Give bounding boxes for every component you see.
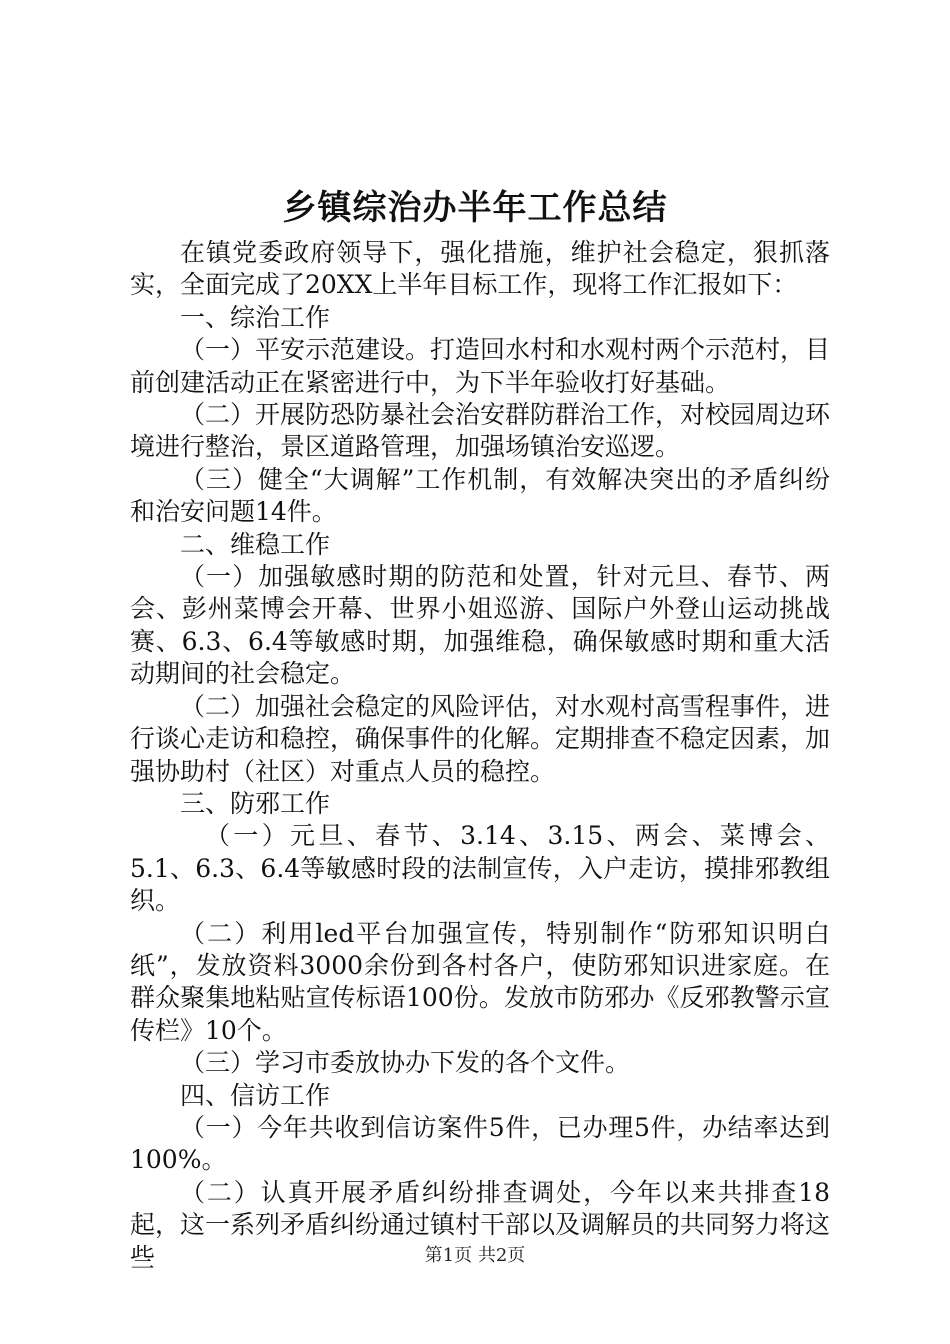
- body-paragraph: （一）元旦、春节、3.14、3.15、两会、菜博会、5.1、6.3、6.4等敏感时段的法制宣传，入户走访，摸排邪教组织。: [130, 821, 830, 916]
- body-paragraph: （二）开展防恐防暴社会治安群防群治工作，对校园周边环境进行整治，景区道路管理，加强场镇治安巡逻。: [130, 400, 831, 462]
- document-body: [130, 237, 830, 1274]
- document-title: 乡镇综治办半年工作总结: [282, 188, 668, 228]
- section-heading: 三、防邪工作: [180, 788, 331, 818]
- body-paragraph: （三）学习市委放协办下发的各个文件。: [180, 1048, 631, 1078]
- body-paragraph: （一）加强敏感时期的防范和处置，针对元旦、春节、两会、彭州菜博会开幕、世界小姐巡游、国际户外登山运动挑战赛、6.3、6.4等敏感时期，加强维稳，确保敏感时期和重大活动期间的社会稳定。: [130, 562, 830, 689]
- body-paragraph: （二）认真开展矛盾纠纷排查调处，今年以来共排查18起，这一系列矛盾纠纷通过镇村干部以及调解员的共同努力将这些: [130, 1177, 831, 1272]
- section-heading: 四、信访工作: [180, 1080, 331, 1110]
- body-paragraph: （一）平安示范建设。打造回水村和水观村两个示范村，目前创建活动正在紧密进行中，为下半年验收打好基础。: [130, 335, 831, 397]
- body-paragraph: （二）利用led平台加强宣传，特别制作“防邪知识明白纸”，发放资料3000余份到各村各户，使防邪知识进家庭。在群众聚集地粘贴宣传标语100份。发放市防邪办《反邪教警示宣传栏》10个。: [130, 918, 830, 1045]
- intro-paragraph: 在镇党委政府领导下，强化措施，维护社会稳定，狠抓落实，全面完成了20XX上半年目标工作，现将工作汇报如下：: [130, 238, 830, 300]
- body-paragraph: （三）健全“大调解”工作机制，有效解决突出的矛盾纠纷和治安问题14件。: [130, 464, 830, 527]
- body-paragraph: （一）今年共收到信访案件5件，已办理5件，办结率达到100%。: [130, 1112, 830, 1175]
- body-paragraph: （二）加强社会稳定的风险评估，对水观村高雪程事件，进行谈心走访和稳控，确保事件的化解。定期排查不稳定因素，加强协助村（社区）对重点人员的稳控。: [130, 691, 831, 786]
- section-heading: 二、维稳工作: [180, 529, 331, 559]
- section-heading: 一、综治工作: [180, 302, 331, 332]
- page-footer: 第1页 共2页: [424, 1245, 526, 1266]
